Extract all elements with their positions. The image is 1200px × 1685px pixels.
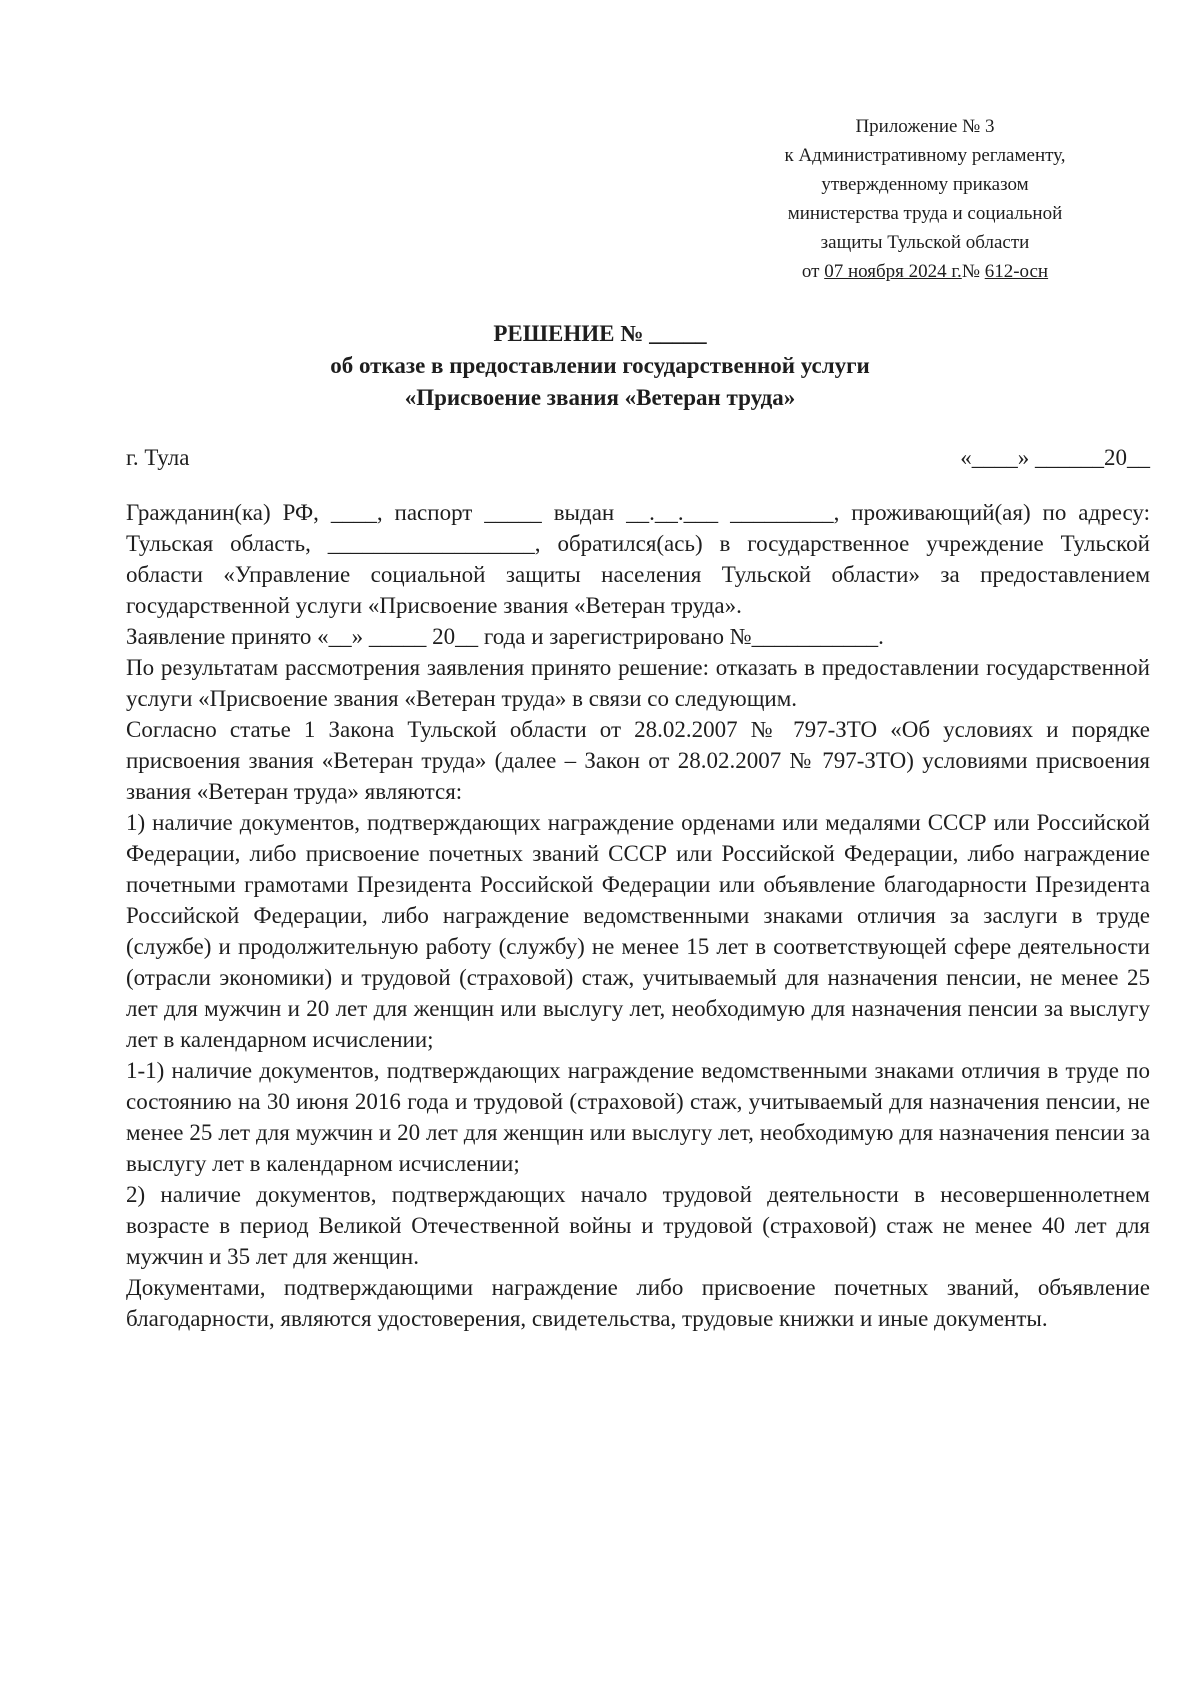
- body-paragraph: 2) наличие документов, подтверждающих начало трудовой деятельности в несовершеннолетнем возрасте в период Великой Отечественной войны и трудовой (страховой) стаж не менее 40 лет для мужчин и 35 лет для женщин.: [126, 1182, 1150, 1269]
- city: г. Тула: [126, 445, 190, 470]
- appendix-line: утвержденному приказом: [821, 174, 1029, 195]
- title-subject: об отказе в предоставлении государственной услуги: [330, 353, 870, 378]
- appendix-line: к Административному регламенту,: [784, 145, 1066, 166]
- body-paragraph: Гражданин(ка) РФ, ____, паспорт _____ выдан __.__.___ _________, проживающий(ая) по адресу: Тульская область, __________________, обратился(ась) в государственное учреждение Тульской области «Управление социальной защиты населения Тульской области» за предоставлением государственной услуги «Присвоение звания «Ветеран труда».: [126, 500, 1150, 618]
- body-paragraph: По результатам рассмотрения заявления принято решение: отказать в предоставлении государственной услуги «Присвоение звания «Ветеран труда» в связи со следующим.: [126, 655, 1150, 711]
- document-body: [126, 497, 1150, 1334]
- appendix-line: министерства труда и социальной: [787, 203, 1063, 224]
- appendix-order-line: [700, 257, 1150, 286]
- appendix-line: Приложение № 3: [855, 116, 995, 137]
- appendix-order-no: №: [961, 261, 985, 282]
- appendix-order-number: 612-осн: [984, 261, 1049, 282]
- appendix-header: [700, 112, 1150, 286]
- date-blank: «____» ______20__: [960, 445, 1150, 470]
- body-paragraph: 1) наличие документов, подтверждающих награждение орденами или медалями СССР или Российской Федерации, либо присвоение почетных званий СССР или Российской Федерации, либо награждение почетными грамотами Президента Российской Федерации или объявление благодарности Президента Российской Федерации, либо награждение ведомственными знаками отличия за заслуги в труде (службе) и продолжительную работу (службу) не менее 15 лет в соответствующей сфере деятельности (отрасли экономики) и трудовой (страховой) стаж, учитываемый для назначения пенсии, не менее 25 лет для мужчин и 20 лет для женщин или выслугу лет, необходимую для назначения пенсии за выслугу лет в календарном исчислении;: [126, 810, 1150, 1052]
- place-date-line: [126, 440, 1150, 476]
- body-paragraph: Документами, подтверждающими награждение либо присвоение почетных званий, объявление благодарности, являются удостоверения, свидетельства, трудовые книжки и иные документы.: [126, 1275, 1150, 1331]
- appendix-order-prefix: от: [801, 261, 825, 282]
- title-decision: РЕШЕНИЕ № _____: [493, 321, 707, 346]
- title-service: «Присвоение звания «Ветеран труда»: [404, 385, 796, 410]
- body-paragraph: Согласно статье 1 Закона Тульской области от 28.02.2007 № 797-ЗТО «Об условиях и порядке присвоения звания «Ветеран труда» (далее – Закон от 28.02.2007 № 797-ЗТО) условиями присвоения звания «Ветеран труда» являются:: [126, 717, 1150, 804]
- body-paragraph: 1-1) наличие документов, подтверждающих награждение ведомственными знаками отличия в труде по состоянию на 30 июня 2016 года и трудовой (страховой) стаж, учитываемый для назначения пенсии, не менее 25 лет для мужчин и 20 лет для женщин или выслугу лет, необходимую для назначения пенсии за выслугу лет в календарном исчислении;: [126, 1058, 1150, 1176]
- appendix-line: защиты Тульской области: [820, 232, 1030, 253]
- appendix-order-date: 07 ноября 2024 г.: [824, 261, 962, 282]
- document-title: [0, 318, 1200, 414]
- body-paragraph: Заявление принято «__» _____ 20__ года и зарегистрировано №___________.: [126, 624, 884, 649]
